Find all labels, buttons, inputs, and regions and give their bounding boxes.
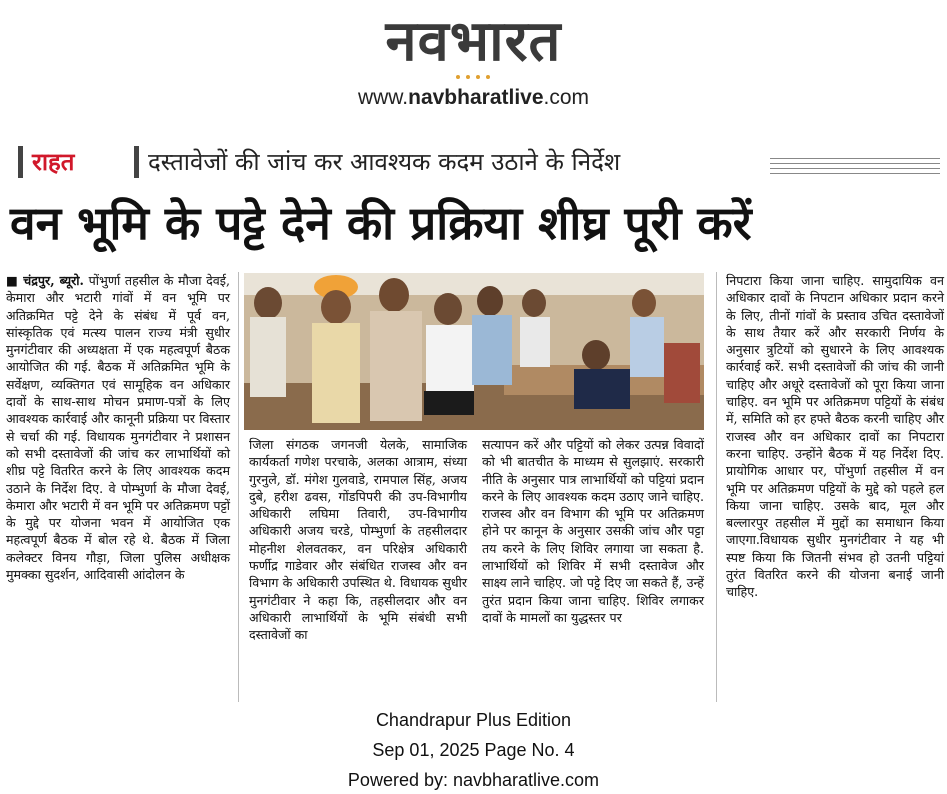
- article-column-4: [726, 272, 944, 601]
- newspaper-logo: नवभारत: [385, 9, 562, 74]
- article-column-3: [482, 436, 704, 626]
- column-divider: [238, 272, 239, 702]
- decorative-rule-lines: [770, 158, 940, 176]
- column-1-text: पोंभुर्णा तहसील के मौजा देवई, केमारा और भटारी गांवों में वन भूमि पर अतिक्रमित पट्टे देने के संबंध में पूर्व वन, सांस्कृतिक एवं मत्स्य पालन राज्य मंत्री सुधीर मुनगंटीवार की अध्यक्षता में एक महत्वपूर्ण बैठक आयोजित की गई. बैठक में अतिक्रमित भूमि के सर्वेक्षण, व्यक्तिगत एवं सामूहिक वन अधिकार दावों के साथ-साथ मोचन प्रमाण-पत्रों के लिए आवश्यक कार्रवाई और कानूनी प्रक्रिया पर विस्तार से चर्चा की गई. विधायक मुनगंटीवार ने प्रशासन को सभी दस्तावेजों की जांच कर लाभार्थियों को शीघ्र पट्टे वितरित करने के लिए आवश्यक कदम उठाने के निर्देश दिए. वे पोम्भुर्णा के मौजा देवई, केमारा और भटारी में वन भूमि पर अतिक्रमण पट्टों के मुद्दे पर योजना भवन में आयोजित एक महत्वपूर्ण बैठक में बोल रहे थे. बैठक में जिला कलेक्टर विनय गौड़ा, जिला पुलिस अधीक्षक मुमक्का सुदर्शन, आदिवासी आंदोलन के: [6, 273, 230, 583]
- kicker-bar: [18, 146, 23, 178]
- article-photo: [244, 273, 704, 430]
- column-divider: [716, 272, 717, 702]
- powered-by-link[interactable]: Powered by: navbharatlive.com: [347, 770, 600, 790]
- site-url-name: navbharatlive: [408, 86, 544, 109]
- article-column-1: [6, 272, 230, 583]
- meeting-photo-icon: [244, 273, 704, 430]
- article-clipping: [6, 134, 942, 702]
- article-column-2: [249, 436, 467, 644]
- column-3-text: सत्यापन करें और पट्टियों को लेकर उत्पन्न विवादों को भी बातचीत के माध्यम से सुलझाएं. सरकारी नीति के अनुसार पात्र लाभार्थियों को पट्टियां प्रदान करने के लिए आवश्यक कदम उठाए जाने चाहिए. राजस्व और वन विभाग की भूमि पर अतिक्रमण होने पर कानून के अनुसार उसकी जांच और पट्टा तय करने के लिए शिविर लगाया जा सकता है. लाभार्थियों को शिविर में सभी दस्तावेज और साक्ष्य लाने चाहिए. जो पट्टे दिए जा सकते हैं, उन्हें तुरंत प्रदान किया जाना चाहिए. शिविर लगाकर दावों के मामलों का युद्धस्तर पर: [482, 437, 704, 625]
- edition-label: Chandrapur Plus Edition: [375, 710, 572, 730]
- site-url-suffix: .com: [543, 86, 590, 109]
- site-url[interactable]: [0, 86, 947, 110]
- bullet-square-icon: ■: [6, 273, 19, 288]
- site-url-prefix: www.: [357, 86, 409, 109]
- date-page-label: Sep 01, 2025 Page No. 4: [372, 740, 575, 760]
- column-2-text: जिला संगठक जगनजी येलके, सामाजिक कार्यकर्ता गणेश परचाके, अलका आत्राम, संध्या गुरनुले, डॉ. मंगेश गुलवाडे, रामपाल सिंह, अजय दुबे, हरीश ढवस, गोंडपिपरी की उप-विभागीय अधिकारी लघिमा तिवारी, उप-विभागीय अधिकारी अजय चरडे, पोम्भुर्णा के तहसीलदार मोहनीश शेलवतकर, वन परिक्षेत्र अधिकारी फर्णीद्र गाडेवार और संबंधित राजस्व और वन विभाग के अधिकारी उपस्थित थे. विधायक सुधीर मुनगंटीवार ने कहा कि, तहसीलदार और वन अधिकारी लाभार्थियों के भूमि संबंधी सभी दस्तावेजों का: [249, 437, 467, 643]
- logo-ornament-icon: [452, 74, 496, 80]
- dateline: चंद्रपुर, ब्यूरो.: [23, 273, 84, 288]
- kicker-text: दस्तावेजों की जांच कर आवश्यक कदम उठाने के निर्देश: [148, 148, 621, 176]
- kicker-row: [12, 142, 936, 182]
- headline: वन भूमि के पट्टे देने की प्रक्रिया शीघ्र पूरी करें: [10, 196, 752, 250]
- column-4-text: निपटारा किया जाना चाहिए. सामुदायिक वन अधिकार दावों के निपटान अधिकार प्रदान करने के लिए, तीनों गांवों के प्रस्ताव उचित दस्तावेजों के साथ तैयार करें और सरकारी निर्णय के अनुसार त्रुटियों को सुधारने के लिए आवश्यक कार्रवाई करें. सभी दस्तावेजों की जांच की जानी चाहिए और अधूरे दस्तावेजों को पूरा किया जाना चाहिए. वन भूमि पर अतिक्रमण पट्टियों के संबंध में, समिति को हर हफ्ते बैठक करनी चाहिए और राजस्व और वन अधिकार दावों का निपटारा करना चाहिए. उन्होंने बैठक में यह निर्देश दिए. प्रायोगिक आधार पर, पोंभुर्णा तहसील में वन भूमि पर अतिक्रमण पट्टियों के मुद्दे को पहले हल किया जाना चाहिए. उसके बाद, मूल और बल्लारपुर तहसील में मुद्दों का समाधान किया जाएगा.विधायक सुधीर मुनगंटीवार ने यह भी स्पष्ट किया कि जितनी संभव हो उतनी पट्टियां तुरंत वितरित करने की योजना बनाई जानी चाहिए.: [726, 273, 944, 600]
- kicker-bar: [134, 146, 139, 178]
- masthead: [0, 4, 947, 116]
- kicker-tag: राहत: [32, 148, 75, 176]
